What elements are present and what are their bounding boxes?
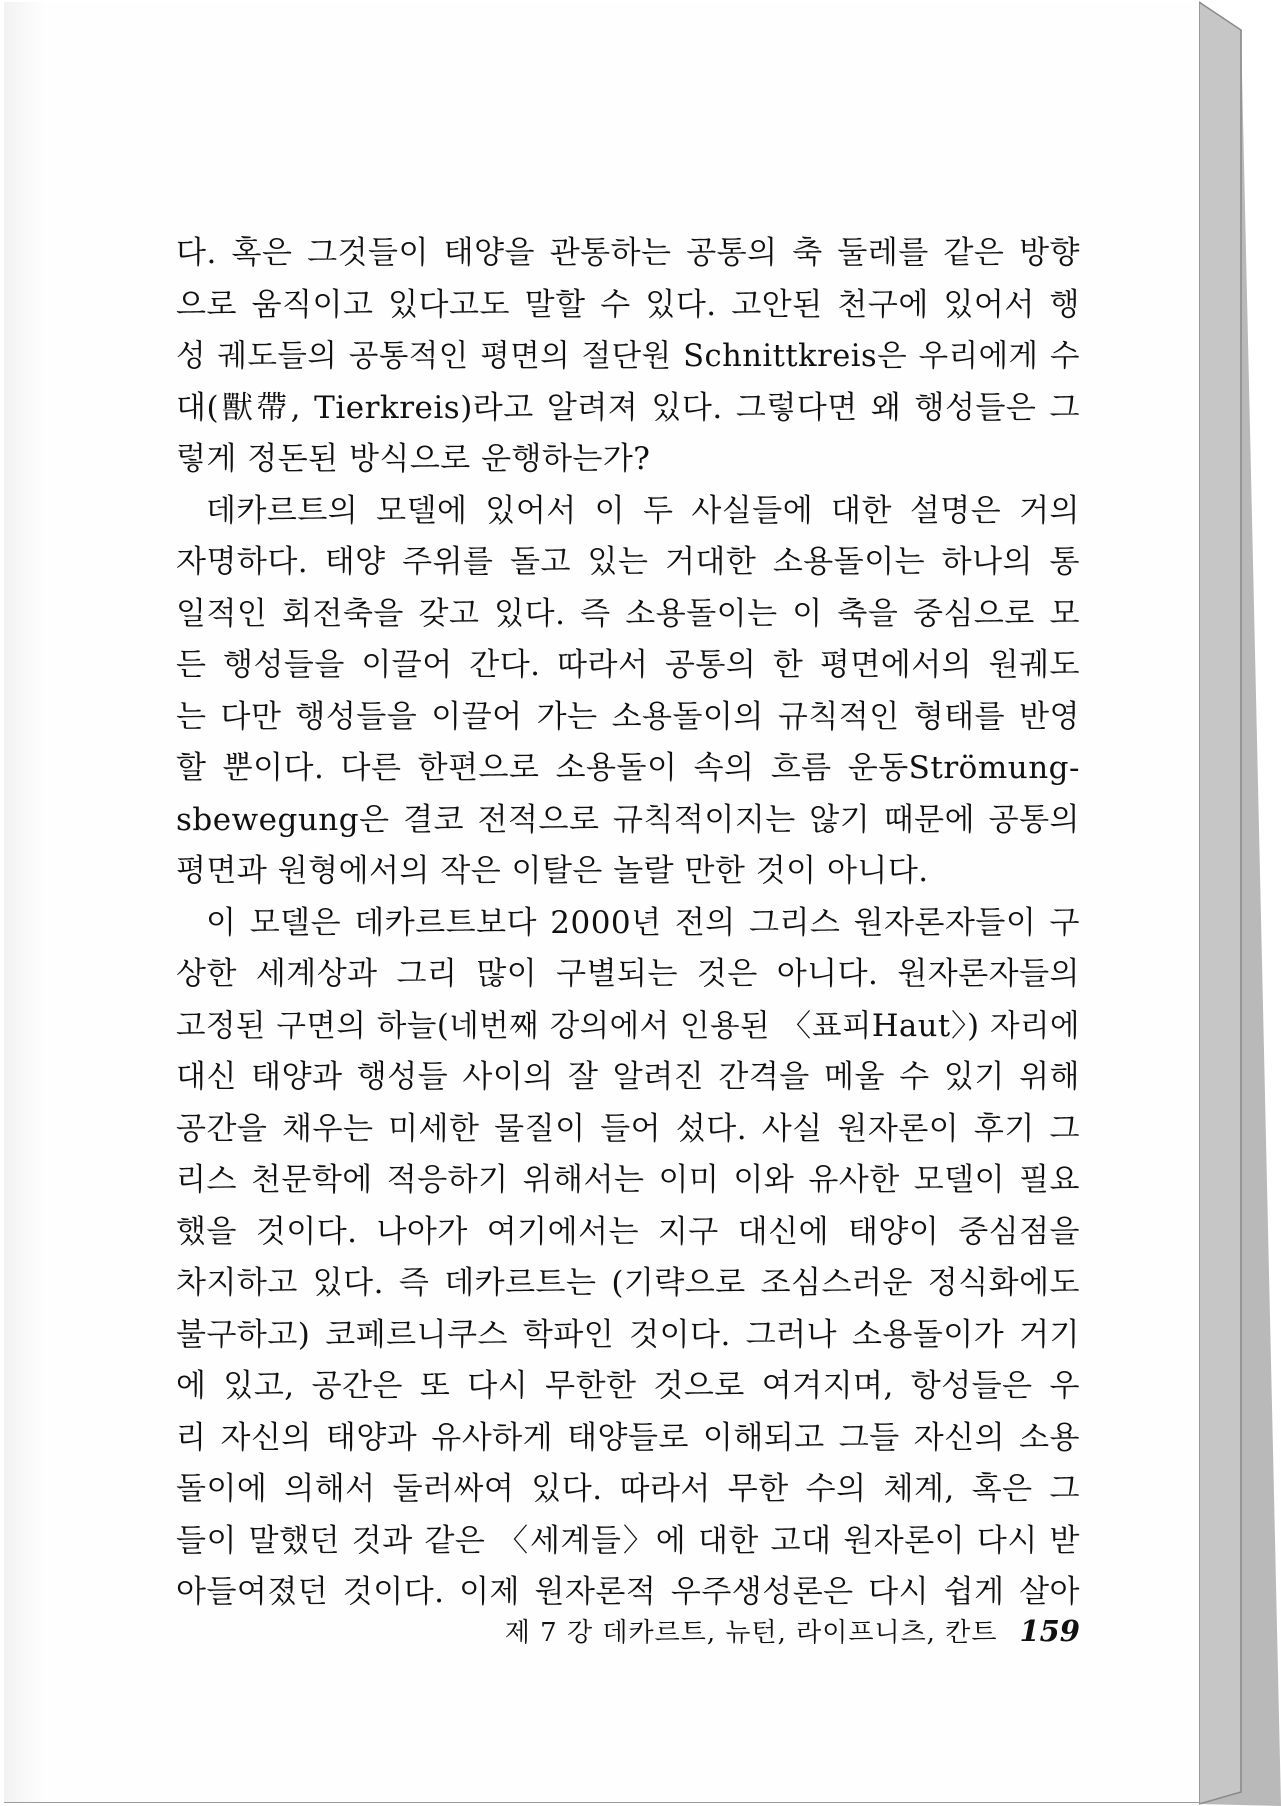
text-line: 돌이에 의해서 둘러싸여 있다. 따라서 무한 수의 체계, 혹은 그 (176, 1471, 1080, 1507)
text-line: 든 행성들을 이끌어 간다. 따라서 공통의 한 평면에서의 원궤도 (176, 647, 1080, 683)
text-line: 렇게 정돈된 방식으로 운행하는가? (176, 441, 651, 477)
page-edge-3d (1199, 0, 1281, 1806)
text-line: 데카르트의 모델에 있어서 이 두 사실들에 대한 설명은 거의 (206, 492, 1080, 529)
text-line: 이 모델은 데카르트보다 2000년 전의 그리스 원자론자들이 구 (206, 904, 1080, 941)
text-line: 는 다만 행성들을 이끌어 가는 소용돌이의 규칙적인 형태를 반영 (176, 698, 1080, 735)
page-gutter-shade (4, 2, 44, 1802)
text-line: 고정된 구면의 하늘(네번째 강의에서 인용된 〈표피Haut〉) 자리에 (176, 1008, 1080, 1044)
text-line: 리 자신의 태양과 유사하게 태양들로 이해되고 그들 자신의 소용 (176, 1419, 1080, 1456)
paragraph-2 (176, 486, 1080, 898)
text-line: 대(獸帶, Tierkreis)라고 알려져 있다. 그렇다면 왜 행성들은 그 (176, 389, 1080, 426)
text-line: 으로 움직이고 있다고도 말할 수 있다. 고안된 천구에 있어서 행 (176, 286, 1080, 323)
text-line: 할 뿐이다. 다른 한편으로 소용돌이 속의 흐름 운동Strömung- (176, 750, 1080, 786)
body-text (176, 228, 1080, 1619)
text-line: 평면과 원형에서의 작은 이탈은 놀랄 만한 것이 아니다. (176, 853, 929, 889)
text-line: 에 있고, 공간은 또 다시 무한한 것으로 여겨지며, 항성들은 우 (176, 1368, 1080, 1404)
text-line: 자명하다. 태양 주위를 돌고 있는 거대한 소용돌이는 하나의 통 (176, 544, 1080, 580)
text-line: 대신 태양과 행성들 사이의 잘 알려진 간격을 메울 수 있기 위해 (176, 1059, 1080, 1095)
paragraph-1 (176, 228, 1080, 486)
paragraph-3 (176, 898, 1080, 1619)
text-line: 성 궤도들의 공통적인 평면의 절단원 Schnittkreis은 우리에게 수 (176, 339, 1080, 374)
page-number: 159 (1019, 1614, 1080, 1648)
text-line: 일적인 회전축을 갖고 있다. 즉 소용돌이는 이 축을 중심으로 모 (176, 595, 1080, 632)
text-line: 상한 세계상과 그리 많이 구별되는 것은 아니다. 원자론자들의 (176, 956, 1080, 992)
text-line: 했을 것이다. 나아가 여기에서는 지구 대신에 태양이 중심점을 (176, 1213, 1080, 1250)
text-line: sbewegung은 결코 전적으로 규칙적이지는 않기 때문에 공통의 (176, 801, 1080, 838)
text-line: 차지하고 있다. 즉 데카르트는 (기략으로 조심스러운 정식화에도 (176, 1265, 1080, 1301)
text-line: 공간을 채우는 미세한 물질이 들어 섰다. 사실 원자론이 후기 그 (176, 1110, 1080, 1147)
text-line: 리스 천문학에 적응하기 위해서는 이미 이와 유사한 모델이 필요 (176, 1162, 1080, 1198)
running-footer (450, 1612, 1080, 1660)
text-line: 다. 혹은 그것들이 태양을 관통하는 공통의 축 둘레를 같은 방향 (176, 235, 1080, 271)
chapter-title: 제 7 강 데카르트, 뉴턴, 라이프니츠, 칸트 (504, 1618, 998, 1648)
text-line: 들이 말했던 것과 같은 〈세계들〉에 대한 고대 원자론이 다시 받 (176, 1522, 1080, 1559)
text-line: 아들여졌던 것이다. 이제 원자론적 우주생성론은 다시 쉽게 살아 (176, 1574, 1080, 1610)
text-line: 불구하고) 코페르니쿠스 학파인 것이다. 그러나 소용돌이가 거기 (176, 1316, 1080, 1353)
